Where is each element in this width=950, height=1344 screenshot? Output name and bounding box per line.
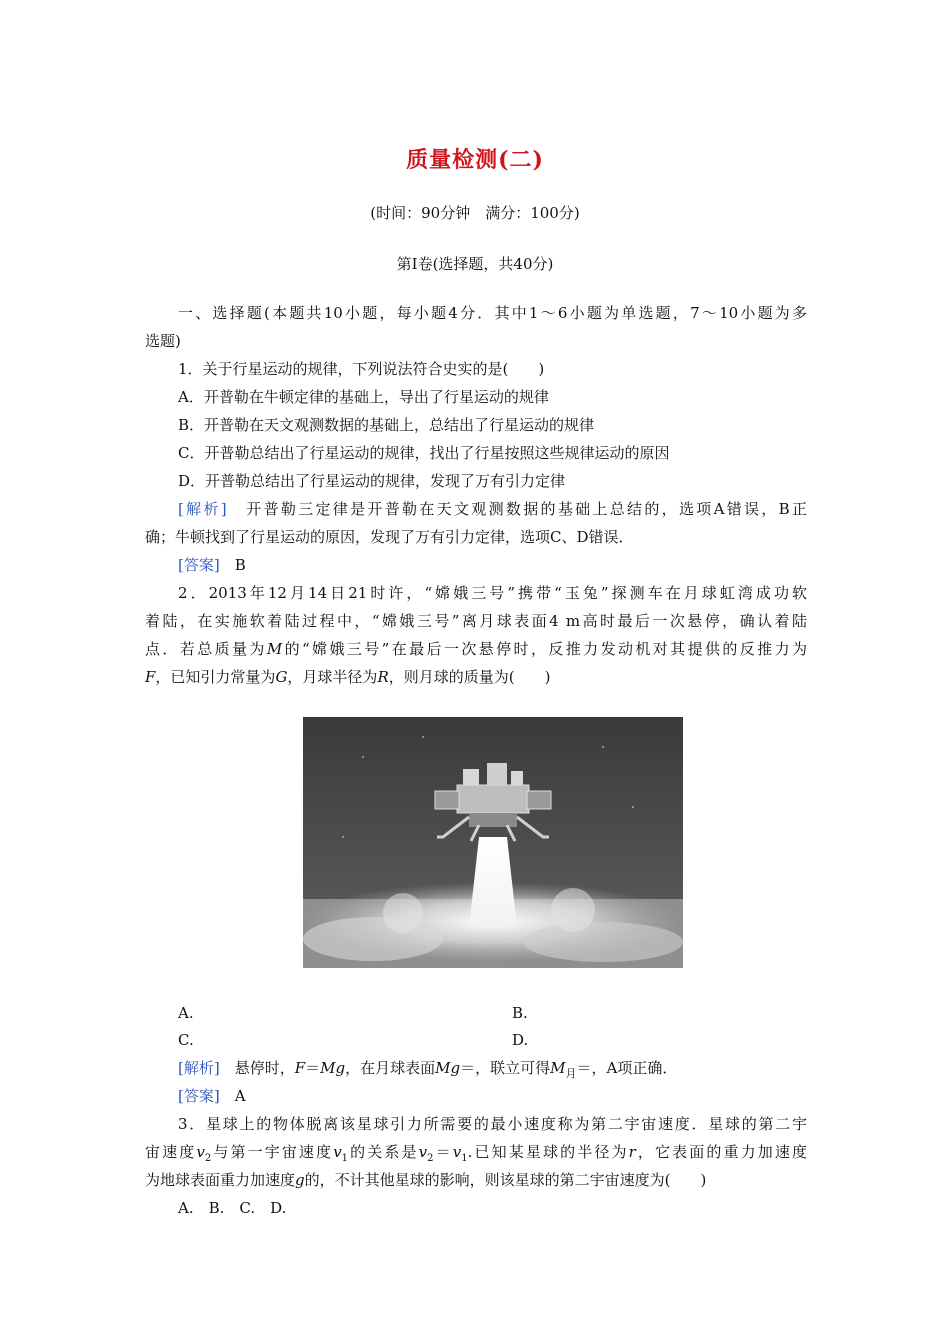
- text: ，月球半径为: [287, 668, 378, 686]
- q1-option-a: A．开普勒在牛顿定律的基础上，导出了行星运动的规律: [178, 388, 549, 406]
- var-f: F: [145, 668, 156, 686]
- q3-stem-line-1: 3．星球上的物体脱离该星球引力所需要的最小速度称为第二宇宙速度．星球的第二宇: [178, 1115, 807, 1133]
- text: ＝: [433, 1143, 453, 1161]
- q2-answer-value: A: [219, 1087, 246, 1105]
- lunar-lander-photo: [303, 717, 683, 968]
- q2-option-c: C.: [178, 1031, 194, 1049]
- var-mg: Mg: [320, 1059, 346, 1077]
- q2-answer: [178, 1086, 807, 1106]
- var-r: r: [628, 1143, 636, 1161]
- q1-analysis-line-2: 确；牛顿找到了行星运动的原因，发现了万有引力定律，选项C、D错误．: [145, 528, 634, 546]
- answer-tag: [答案]: [178, 1087, 220, 1105]
- q1-option-b: B．开普勒在天文观测数据的基础上，总结出了行星运动的规律: [178, 416, 595, 434]
- q2-option-b: B.: [512, 1004, 528, 1022]
- q1-stem: 1．关于行星运动的规律，下列说法符合史实的是( ): [178, 360, 545, 378]
- part-intro-line-2: 选题): [145, 332, 181, 350]
- q3-stem-line-2: [145, 1142, 807, 1169]
- text: 点．若总质量为: [145, 640, 267, 658]
- answer-tag: [答案]: [178, 556, 220, 574]
- q2-stem-line-4: [145, 667, 807, 687]
- q2-stem-line-3: [145, 639, 807, 659]
- q1-analysis-text: 开普勒三定律是开普勒在天文观测数据的基础上总结的，选项A错误，B正: [226, 500, 807, 518]
- text: ＝，A项正确．: [576, 1059, 678, 1077]
- text: 的“嫦娥三号”在最后一次悬停时，反推力发动机对其提供的反推力为: [282, 640, 807, 658]
- q1-option-d: D．开普勒总结出了行星运动的规律，发现了万有引力定律: [178, 472, 566, 490]
- var-m: M: [550, 1059, 566, 1077]
- text: ＝: [305, 1059, 321, 1077]
- q3-options: A. B. C. D.: [178, 1199, 287, 1217]
- subscript: 月: [565, 1067, 577, 1080]
- text: .已知某星球的半径为: [467, 1143, 629, 1161]
- text: 宙速度: [145, 1143, 197, 1161]
- var-g: g: [295, 1171, 305, 1189]
- subscript: 2: [204, 1153, 212, 1164]
- q1-option-c: C．开普勒总结出了行星运动的规律，找出了行星按照这些规律运动的原因: [178, 444, 670, 462]
- q1-analysis-line-1: [178, 499, 807, 519]
- q2-stem-line-2: 着陆，在实施软着陆过程中，“嫦娥三号”离月球表面4 m高时最后一次悬停，确认着陆: [145, 612, 807, 630]
- text: ，它表面的重力加速度: [635, 1143, 807, 1161]
- var-f: F: [294, 1059, 306, 1077]
- q3-stem-line-3: [145, 1170, 807, 1190]
- var-v: v: [196, 1143, 205, 1161]
- var-r: R: [377, 668, 389, 686]
- text: 与第一宇宙速度: [211, 1143, 334, 1161]
- part-intro-line-1: 一、选择题(本题共10小题，每小题4分．其中1～6小题为单选题，7～10小题为多: [178, 304, 807, 322]
- var-v: v: [418, 1143, 428, 1161]
- var-v: v: [333, 1143, 342, 1161]
- text: ，在月球表面: [345, 1059, 436, 1077]
- analysis-tag: [解析]: [178, 500, 227, 518]
- section-heading: 第Ⅰ卷(选择题，共40分): [396, 255, 554, 273]
- var-g: G: [275, 668, 288, 686]
- q2-analysis: [178, 1058, 807, 1084]
- text: 的，不计其他星球的影响，则该星球的第二宇宙速度为( ): [304, 1171, 707, 1189]
- text: ，则月球的质量为( ): [388, 668, 551, 686]
- page-title: 质量检测(二): [406, 147, 544, 173]
- subscript: 1: [461, 1153, 468, 1164]
- q2-option-a: A.: [178, 1004, 194, 1022]
- q2-stem-line-1: 2．2013年12月14日21时许，“嫦娥三号”携带“玉兔”探测车在月球虹湾成功软: [178, 584, 807, 602]
- q2-option-d: D.: [512, 1031, 529, 1049]
- text: 为地球表面重力加速度: [145, 1171, 296, 1189]
- subscript: 2: [427, 1153, 434, 1164]
- analysis-tag: [解析]: [178, 1059, 220, 1077]
- exam-time-score: (时间：90分钟 满分：100分): [370, 204, 580, 222]
- text: 的关系是: [348, 1143, 419, 1161]
- q1-answer: [178, 555, 807, 575]
- q1-answer-value: B: [219, 556, 246, 574]
- subscript: 1: [341, 1153, 349, 1164]
- var-v: v: [452, 1143, 462, 1161]
- text: ，已知引力常量为: [155, 668, 276, 686]
- var-mg: Mg: [435, 1059, 461, 1077]
- lander-illustration: [303, 717, 683, 968]
- text: 悬停时，: [219, 1059, 295, 1077]
- var-m: M: [266, 640, 283, 658]
- text: ＝，联立可得: [460, 1059, 551, 1077]
